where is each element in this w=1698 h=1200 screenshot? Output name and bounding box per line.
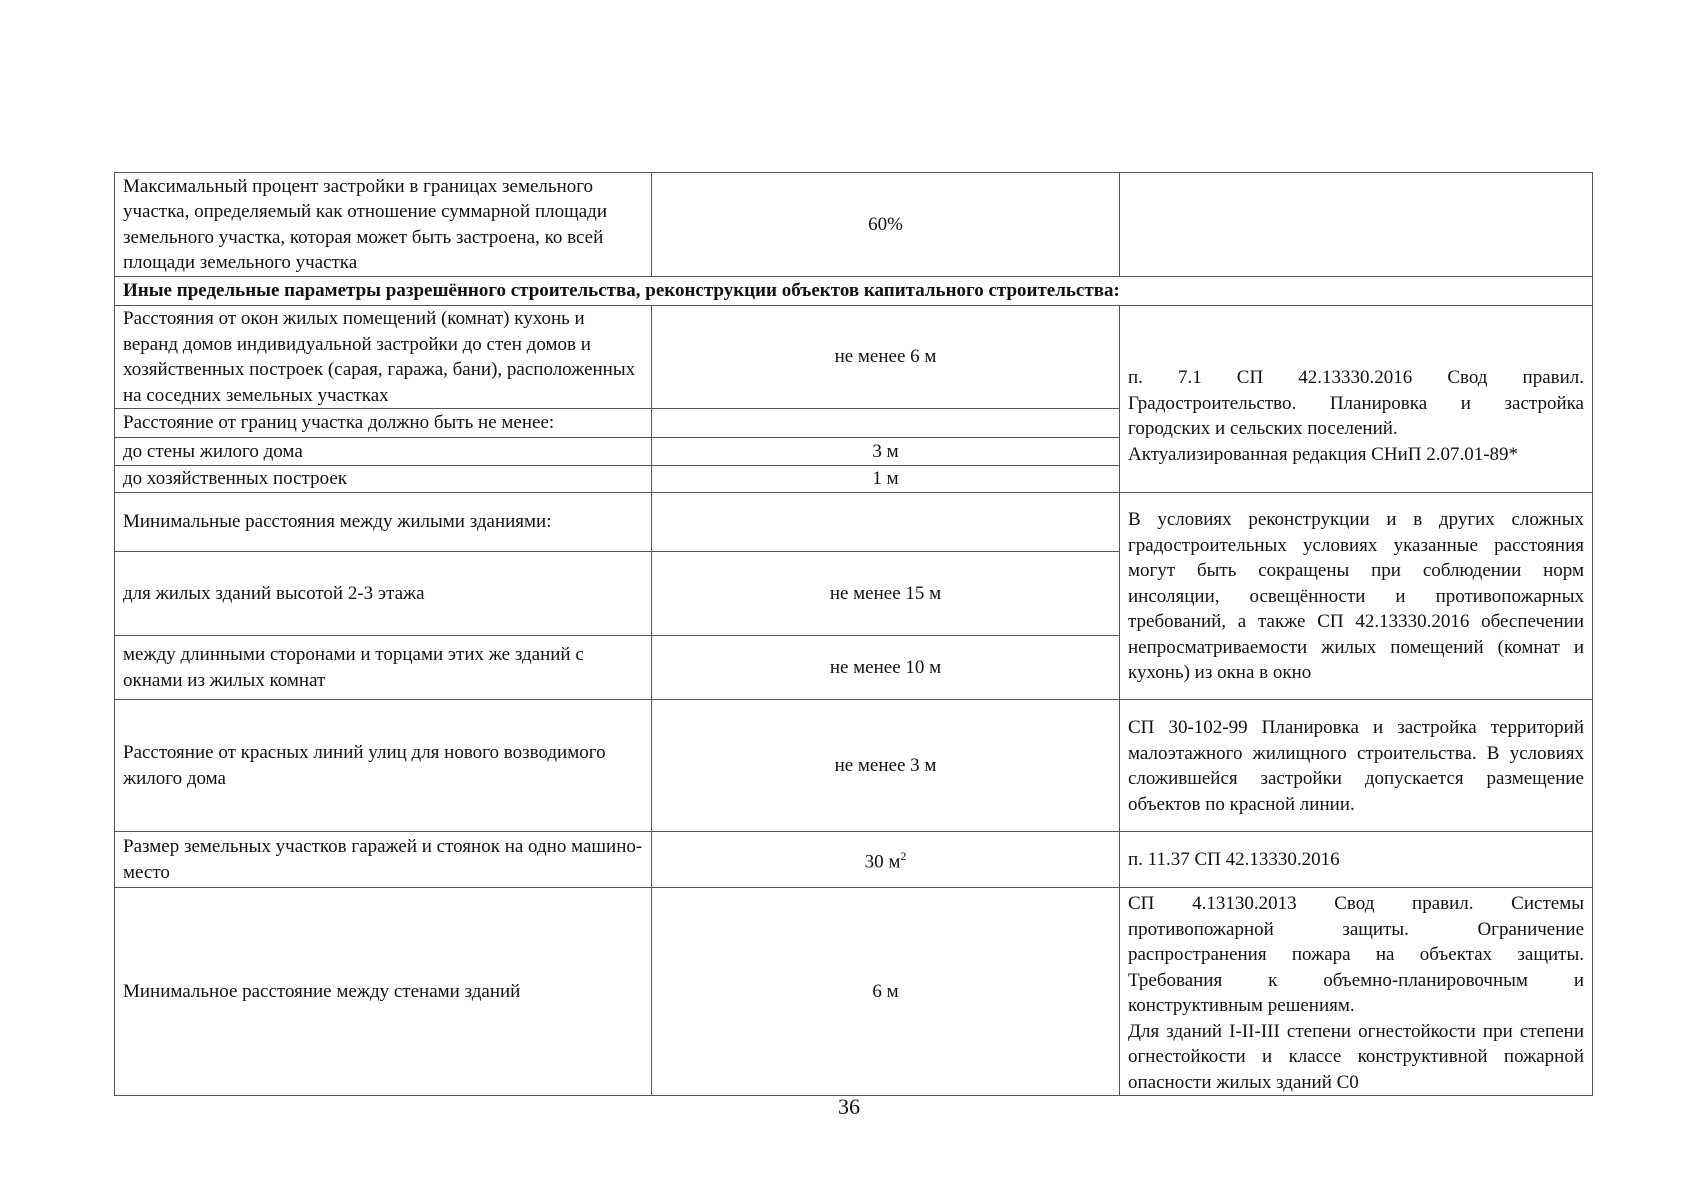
reference-cell	[1120, 173, 1593, 277]
value-cell: не менее 6 м	[652, 306, 1120, 409]
table-row	[115, 173, 1593, 277]
value-cell: не менее 10 м	[652, 636, 1120, 700]
table-row	[115, 888, 1593, 1096]
regulations-table-container	[114, 172, 1592, 1096]
reference-text: Для зданий I-II-III степени огнестойкости при степени огнестойкости и классе конструктивной пожарной опасности жилых зданий С0	[1128, 1020, 1584, 1093]
value-superscript: 2	[900, 849, 907, 864]
reference-cell-residential: В условиях реконструкции и в других сложных градостроительных условиях указанные расстояния могут быть сокращены при соблюдении норм инсоляции, освещённости и противопожарных требований, а также СП 42.13330.2016 обеспечении непросматриваемости жилых помещений (комнат и кухонь) из окна в окно	[1120, 493, 1593, 700]
table-row	[115, 493, 1593, 552]
page-number: 36	[838, 1094, 860, 1119]
reference-text: СП 4.13130.2013 Свод правил. Системы противопожарной защиты. Ограничение распространения пожара на объектах защиты. Требования к объемно-планировочным и конструктивным решениям.	[1128, 893, 1584, 1016]
reference-cell: СП 30-102-99 Планировка и застройка территорий малоэтажного жилищного строительства. В условиях сложившейся застройки допускается размещение объектов по красной линии.	[1120, 700, 1593, 832]
param-cell: Размер земельных участков гаражей и стоянок на одно машино-место	[115, 832, 652, 888]
section-heading: Иные предельные параметры разрешённого строительства, реконструкции объектов капитального строительства:	[115, 277, 1593, 306]
param-cell: Расстояние от границ участка должно быть не менее:	[115, 409, 652, 438]
value-cell: 60%	[652, 173, 1120, 277]
table-row	[115, 306, 1593, 409]
param-cell: до хозяйственных построек	[115, 466, 652, 493]
regulations-table	[114, 172, 1593, 1096]
value-cell	[652, 832, 1120, 888]
value-cell: не менее 3 м	[652, 700, 1120, 832]
param-cell: Расстояния от окон жилых помещений (комнат) кухонь и веранд домов индивидуальной застройки до стен домов и хозяйственных построек (сарая, гаража, бани), расположенных на соседних земельных участках	[115, 306, 652, 409]
reference-cell	[1120, 888, 1593, 1096]
reference-cell: п. 11.37 СП 42.13330.2016	[1120, 832, 1593, 888]
reference-text: Актуализированная редакция СНиП 2.07.01-89*	[1128, 443, 1519, 465]
table-row	[115, 832, 1593, 888]
reference-cell-setbacks	[1120, 306, 1593, 493]
value-main: 30 м	[864, 851, 901, 873]
value-cell: 1 м	[652, 466, 1120, 493]
param-cell: Максимальный процент застройки в границах земельного участка, определяемый как отношение суммарной площади земельного участка, которая может быть застроена, ко всей площади земельного участка	[115, 173, 652, 277]
value-cell: не менее 15 м	[652, 552, 1120, 636]
param-cell: Минимальное расстояние между стенами зданий	[115, 888, 652, 1096]
param-cell: Расстояние от красных линий улиц для нового возводимого жилого дома	[115, 700, 652, 832]
value-cell: 3 м	[652, 438, 1120, 466]
param-cell: для жилых зданий высотой 2-3 этажа	[115, 552, 652, 636]
param-cell: до стены жилого дома	[115, 438, 652, 466]
section-row	[115, 277, 1593, 306]
value-cell	[652, 493, 1120, 552]
value-cell	[652, 409, 1120, 438]
reference-text: п. 7.1 СП 42.13330.2016 Свод правил. Градостроительство. Планировка и застройка городских и сельских поселений.	[1128, 367, 1584, 439]
table-row	[115, 700, 1593, 832]
param-cell: между длинными сторонами и торцами этих же зданий с окнами из жилых комнат	[115, 636, 652, 700]
value-cell: 6 м	[652, 888, 1120, 1096]
param-cell: Минимальные расстояния между жилыми зданиями:	[115, 493, 652, 552]
